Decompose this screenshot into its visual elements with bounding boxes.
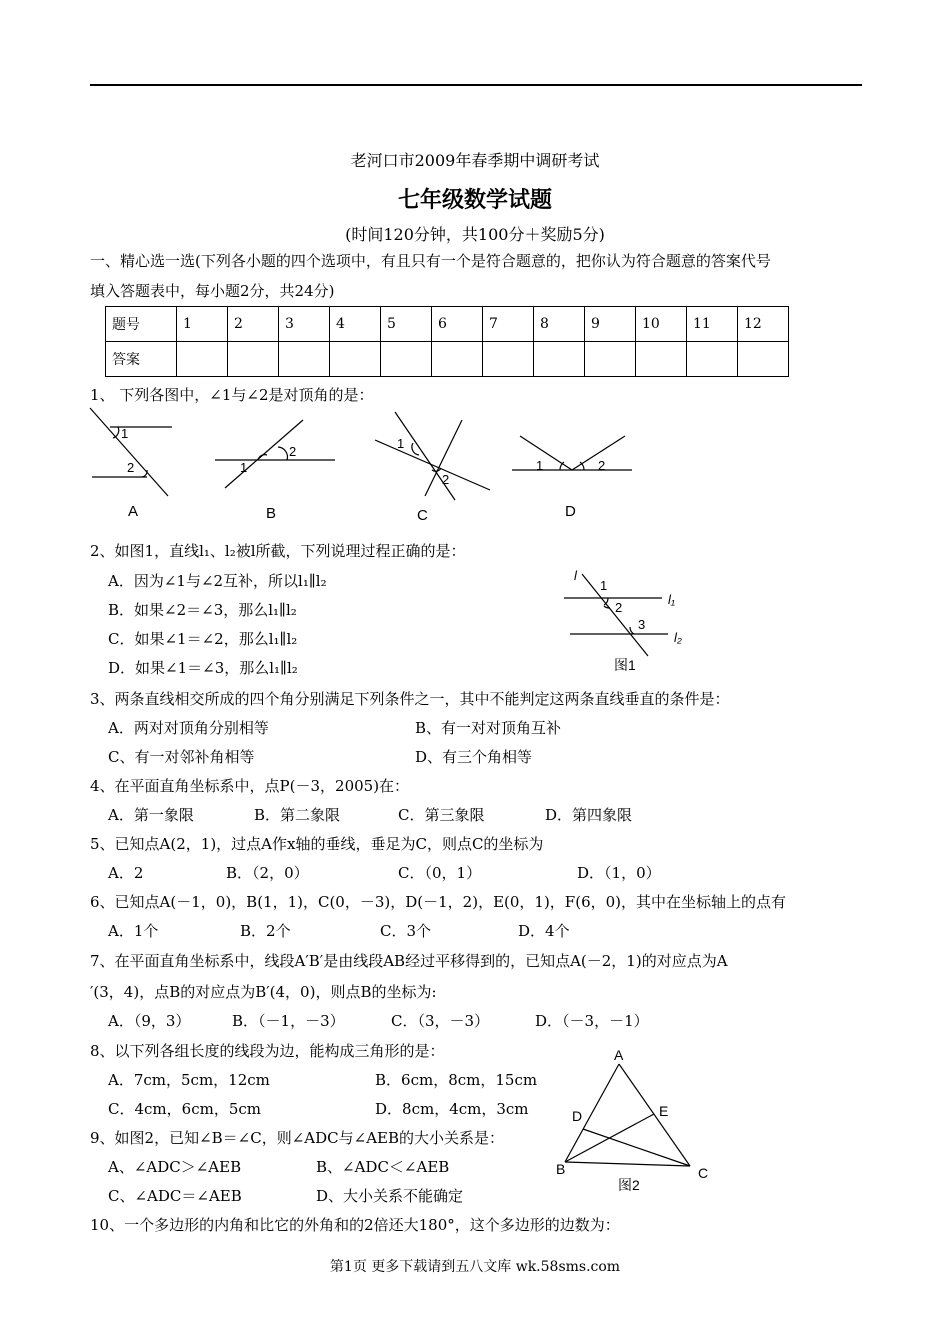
fig2-label-C: C <box>698 1165 709 1181</box>
q2-figure <box>560 564 700 676</box>
q1-option-C-label: C <box>417 507 428 524</box>
header-rule <box>90 84 862 86</box>
q1-figA-label2: 2 <box>127 460 135 475</box>
fig2-caption: 图2 <box>618 1177 640 1193</box>
q5-option-C: C．（0，1） <box>398 864 482 882</box>
q1-option-D-label: D <box>565 503 576 520</box>
q3-stem: 3、两条直线相交所成的四个角分别满足下列条件之一，其中不能判定这两条直线垂直的条件是： <box>90 690 730 708</box>
answer-cell[interactable] <box>636 342 687 377</box>
q6-option-D: D．4个 <box>518 922 570 940</box>
section1-intro-line1: 一、精心选一选(下列各小题的四个选项中，有且只有一个是符合题意的，把你认为符合题意的答案代号 <box>90 252 771 270</box>
exam-subtitle: 老河口市2009年春季期中调研考试 <box>350 151 600 170</box>
fig2-label-B: B <box>556 1161 566 1177</box>
answer-cell[interactable] <box>177 342 228 377</box>
q6-stem: 6、已知点A(－1，0)，B(1，1)，C(0，－3)，D(－1，2)，E(0，1)，F(6，0)，其中在坐标轴上的点有 <box>90 893 787 911</box>
answer-cell[interactable] <box>738 342 789 377</box>
fig1-label-1: 1 <box>600 578 608 593</box>
answer-cell[interactable] <box>330 342 381 377</box>
answer-table <box>105 306 789 377</box>
answer-table-number: 7 <box>483 307 534 342</box>
q8-option-A: A．7cm，5cm，12cm <box>108 1071 270 1089</box>
q7-option-B: B．（－1，－3） <box>232 1012 345 1030</box>
q2-stem: 2、如图1，直线l₁、l₂被l所截，下列说理过程正确的是： <box>90 542 466 560</box>
fig2-label-D: D <box>572 1108 583 1124</box>
q1-figD-left-line <box>520 436 572 470</box>
q9-option-D: D、大小关系不能确定 <box>316 1187 464 1205</box>
q7-option-A: A．（9，3） <box>108 1012 191 1030</box>
answer-table-number: 3 <box>279 307 330 342</box>
q1-figA-angle1-arc <box>113 427 119 438</box>
q5-option-D: D．（1，0） <box>577 864 661 882</box>
answer-table-number: 12 <box>738 307 789 342</box>
q4-option-B: B．第二象限 <box>254 806 341 824</box>
fig1-label-2: 2 <box>615 600 623 615</box>
answer-table-number: 2 <box>228 307 279 342</box>
q3-option-D: D、有三个角相等 <box>415 748 533 766</box>
q4-option-C: C．第三象限 <box>398 806 485 824</box>
q1-figA-transversal <box>90 408 168 496</box>
q8-option-B: B．6cm，8cm，15cm <box>375 1071 538 1089</box>
fig1-label-l1: l₁ <box>668 592 675 607</box>
q1-figC-label2: 2 <box>442 472 450 487</box>
q7-stem-line2: ′(3，4)，点B的对应点为B′(4，0)，则点B的坐标为: <box>90 983 437 1001</box>
fig2-side-BC <box>565 1162 690 1166</box>
fig2-segment-DC <box>583 1129 690 1166</box>
exam-title: 七年级数学试题 <box>397 188 552 213</box>
fig1-caption: 图1 <box>614 657 636 673</box>
q7-option-D: D．（－3，－1） <box>535 1012 649 1030</box>
q7-option-C: C．（3，－3） <box>391 1012 490 1030</box>
q1-figD-label1: 1 <box>536 458 544 473</box>
answer-table-number: 5 <box>381 307 432 342</box>
answer-table-number: 8 <box>534 307 585 342</box>
fig1-label-l: l <box>574 568 577 583</box>
q8-option-D: D．8cm，4cm，3cm <box>375 1100 529 1118</box>
answer-table-number: 4 <box>330 307 381 342</box>
fig1-line-l <box>582 574 648 656</box>
q7-stem-line1: 7、在平面直角坐标系中，线段A′B′是由线段AB经过平移得到的，已知点A(－2，1)的对应点为A <box>90 952 728 970</box>
q1-figB-label1: 1 <box>240 460 248 475</box>
q1-figB-label2: 2 <box>289 444 297 459</box>
fig1-label-l2: l₂ <box>674 630 682 645</box>
q8-option-C: C．4cm，6cm，5cm <box>108 1100 261 1118</box>
answer-cell[interactable] <box>534 342 585 377</box>
q2-option-A: A．因为∠1与∠2互补，所以l₁∥l₂ <box>108 572 327 590</box>
q2-option-C: C．如果∠1＝∠2，那么l₁∥l₂ <box>108 630 298 648</box>
section1-intro-line2: 填入答题表中，每小题2分，共24分) <box>90 282 335 300</box>
q1-figC-label1: 1 <box>397 436 405 451</box>
answer-table-number: 9 <box>585 307 636 342</box>
answer-table-header-number: 题号 <box>106 307 177 342</box>
q5-option-B: B．（2，0） <box>226 864 309 882</box>
q1-figC-line1 <box>375 440 490 490</box>
q8-stem: 8、以下列各组长度的线段为边，能构成三角形的是： <box>90 1042 445 1060</box>
answer-cell[interactable] <box>228 342 279 377</box>
q3-option-C: C、有一对邻补角相等 <box>108 748 255 766</box>
q9-option-B: B、∠ADC＜∠AEB <box>316 1158 450 1176</box>
q1-figD-label2: 2 <box>598 458 606 473</box>
answer-cell[interactable] <box>585 342 636 377</box>
answer-cell[interactable] <box>432 342 483 377</box>
answer-table-number: 11 <box>687 307 738 342</box>
answer-cell[interactable] <box>687 342 738 377</box>
fig2-side-AC <box>619 1064 690 1166</box>
fig2-label-A: A <box>614 1047 624 1063</box>
answer-table-number: 6 <box>432 307 483 342</box>
q1-figB-angle1-arc <box>258 455 267 460</box>
answer-cell[interactable] <box>381 342 432 377</box>
q1-figures <box>80 400 650 530</box>
q4-option-A: A．第一象限 <box>108 806 194 824</box>
q4-option-D: D．第四象限 <box>545 806 633 824</box>
fig1-label-3: 3 <box>638 617 646 632</box>
q1-stem: 1、 下列各图中，∠1与∠2是对顶角的是： <box>90 386 374 404</box>
answer-table-header-answer: 答案 <box>106 342 177 377</box>
q1-option-A-label: A <box>128 503 139 520</box>
fig1-angle3-arc <box>630 627 634 634</box>
q9-figure <box>550 1044 720 1194</box>
q3-option-B: B、有一对对顶角互补 <box>415 719 562 737</box>
q9-option-A: A、∠ADC＞∠AEB <box>108 1158 242 1176</box>
q10-stem: 10、一个多边形的内角和比它的外角和的2倍还大180°，这个多边形的边数为： <box>90 1216 620 1234</box>
q5-option-A: A．2 <box>108 864 144 882</box>
answer-table-number-row <box>106 307 789 342</box>
q6-option-B: B．2个 <box>240 922 291 940</box>
q9-option-C: C、∠ADC＝∠AEB <box>108 1187 242 1205</box>
q3-option-A: A．两对对顶角分别相等 <box>108 719 269 737</box>
q1-figA-label1: 1 <box>121 426 129 441</box>
answer-table-number: 1 <box>177 307 228 342</box>
answer-cell[interactable] <box>483 342 534 377</box>
q4-stem: 4、在平面直角坐标系中，点P(－3，2005)在： <box>90 777 410 795</box>
q9-stem: 9、如图2，已知∠B＝∠C，则∠ADC与∠AEB的大小关系是： <box>90 1129 505 1147</box>
page-footer: 第1页 更多下载请到五八文库 wk.58sms.com <box>329 1259 621 1275</box>
exam-time-info: (时间120分钟，共100分＋奖励5分) <box>345 225 605 244</box>
q6-option-C: C．3个 <box>380 922 432 940</box>
q2-option-D: D．如果∠1＝∠3，那么l₁∥l₂ <box>108 659 298 677</box>
answer-table-number: 10 <box>636 307 687 342</box>
fig2-label-E: E <box>659 1103 669 1119</box>
q6-option-A: A．1个 <box>108 922 159 940</box>
answer-table-answer-row <box>106 342 789 377</box>
q5-stem: 5、已知点A(2，1)，过点A作x轴的垂线，垂足为C，则点C的坐标为 <box>90 835 544 853</box>
answer-cell[interactable] <box>279 342 330 377</box>
q1-option-B-label: B <box>266 505 277 522</box>
q1-figB-angle2-arc <box>278 447 287 460</box>
q2-option-B: B．如果∠2＝∠3，那么l₁∥l₂ <box>108 601 297 619</box>
